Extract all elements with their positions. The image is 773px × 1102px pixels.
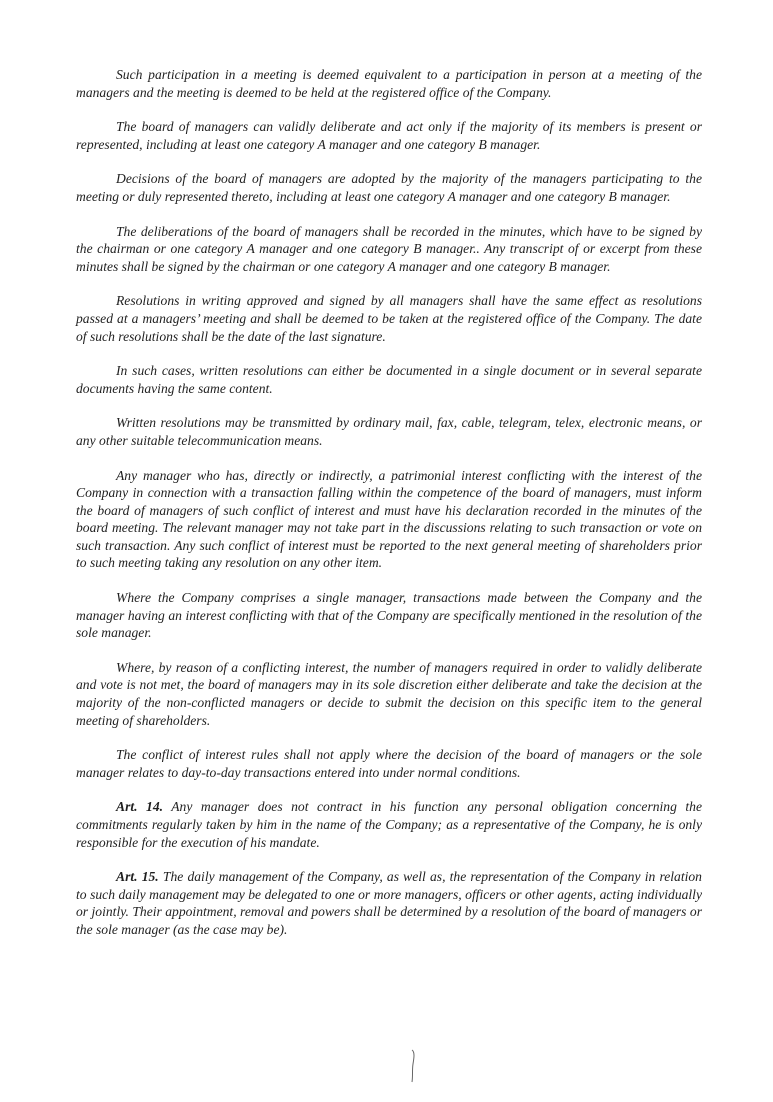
article-14-text: Any manager does not contract in his function any personal obligation concerning the commitments regularly taken by him in the name of the Company; as a representative of the Company, he is only responsible for the execution of his mandate. (76, 799, 702, 850)
article-15-number: Art. 15. (116, 869, 159, 885)
paragraph-conflict-of-interest: Any manager who has, directly or indirectly, a patrimonial interest conflicting with the interest of the Company in connection with a transaction falling within the competence of the board of managers, must inform the board of managers of such conflict of interest and must have his declaration recorded in the minutes of the board meeting. The relevant manager may not take part in the discussions relating to such transaction or vote on such transaction. Any such conflict of interest must be reported to the next general meeting of shareholders prior to such meeting taking any resolution on any other item. (76, 467, 702, 571)
article-14-number: Art. 14. (116, 799, 164, 815)
paragraph-single-manager: Where the Company comprises a single manager, transactions made between the Company and the manager having an interest conflicting with that of the Company are specifically mentioned in the resolution of the sole manager. (76, 590, 702, 641)
article-15-text: The daily management of the Company, as well as, the representation of the Company in relation to such daily management may be delegated to one or more managers, officers or other agents, acting individually or jointly. Their appointment, removal and powers shall be determined by a resolution of the board of managers or the sole manager (as the case may be). (76, 869, 702, 937)
paragraph-transmission: Written resolutions may be transmitted by ordinary mail, fax, cable, telegram, telex, electronic means, or any other suitable telecommunication means. (76, 415, 702, 448)
initial-mark (407, 1048, 419, 1084)
paragraph-decisions: Decisions of the board of managers are adopted by the majority of the managers participating to the meeting or duly represented thereto, including at least one category A manager and one category B manager. (76, 171, 702, 204)
paragraph-quorum-not-met: Where, by reason of a conflicting interest, the number of managers required in order to validly deliberate and vote is not met, the board of managers may in its sole discretion either deliberate and take the decision at the majority of the non-conflicted managers or decide to submit the decision on this specific item to the general meeting of shareholders. (76, 659, 702, 728)
paragraph-written-resolutions: Resolutions in writing approved and signed by all managers shall have the same effect as resolutions passed at a managers’ meeting and shall be deemed to be taken at the registered office of the Company. The date of such resolutions shall be the date of the last signature. (76, 293, 702, 344)
article-15 (76, 868, 702, 938)
paragraph-participation: Such participation in a meeting is deemed equivalent to a participation in person at a meeting of the managers and the meeting is deemed to be held at the registered office of the Company. (76, 67, 702, 100)
paragraph-quorum: The board of managers can validly deliberate and act only if the majority of its members is present or represented, including at least one category A manager and one category B manager. (76, 119, 702, 152)
paragraph-minutes: The deliberations of the board of managers shall be recorded in the minutes, which have to be signed by the chairman or one category A manager and one category B manager.. Any transcript of or excerpt from these minutes shall be signed by the chairman or one category A manager and one category B manager. (76, 223, 702, 274)
article-14 (76, 798, 702, 851)
paragraph-conflict-exemption: The conflict of interest rules shall not apply where the decision of the board of managers or the sole manager relates to day-to-day transactions entered into under normal conditions. (76, 747, 702, 780)
paragraph-documentation: In such cases, written resolutions can either be documented in a single document or in several separate documents having the same content. (76, 363, 702, 396)
document-page (76, 66, 702, 956)
